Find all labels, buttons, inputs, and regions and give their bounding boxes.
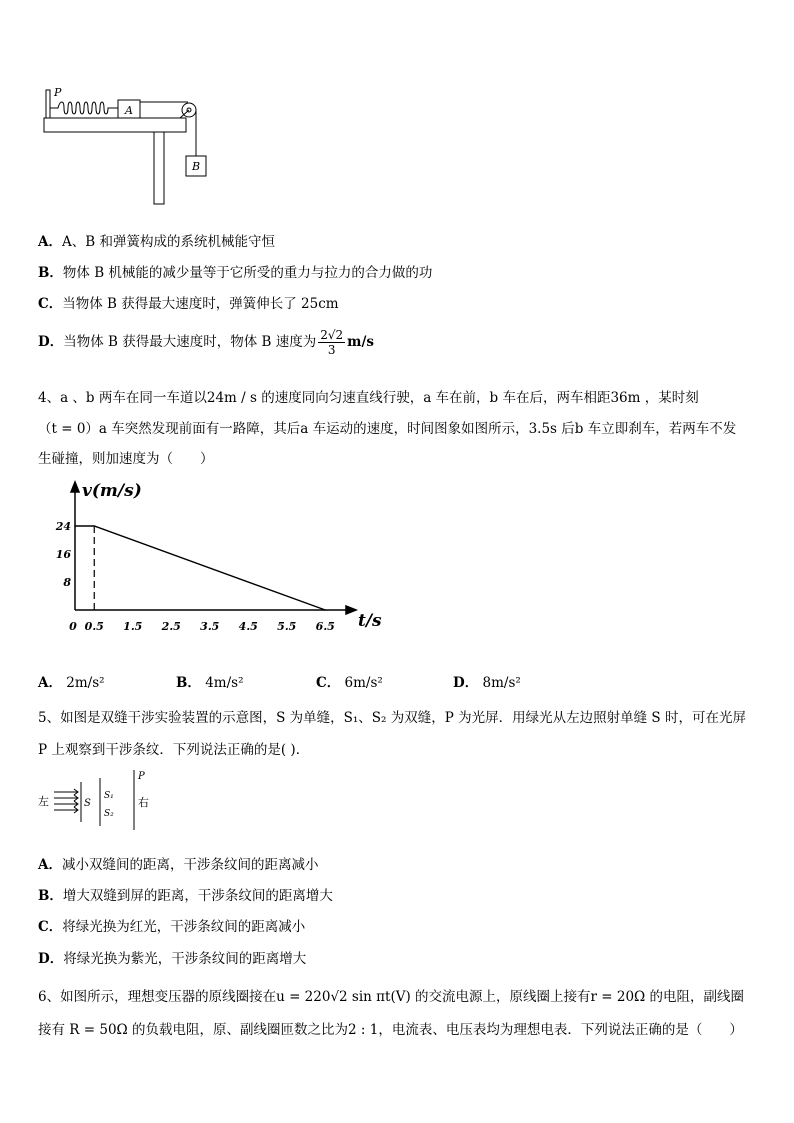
q5-option-c [38, 915, 305, 935]
option-letter: C． [38, 919, 63, 935]
label-a: A [125, 104, 133, 117]
x-tick-label: 6.5 [315, 620, 335, 633]
q6-stem-line1: 6、如图所示，理想变压器的原线圈接在u = 220√2 sin πt(V) 的交流电源上，原线圈上接有r = 20Ω 的电阻，副线圈 [38, 989, 745, 1005]
y-tick-label: 24 [55, 520, 71, 533]
option-text: A、B 和弹簧构成的系统机械能守恒 [61, 234, 275, 250]
option-text: 将绿光换为紫光，干涉条纹间的距离增大 [63, 951, 307, 967]
q3-apparatus-figure [40, 84, 230, 208]
series-point [74, 525, 76, 527]
option-text: 将绿光换为红光，干涉条纹间的距离减小 [62, 919, 306, 935]
option-letter: B． [38, 888, 63, 904]
option-text: 减小双缝间的距离，干涉条纹间的距离减小 [61, 857, 319, 873]
x-tick-label: 0 [69, 620, 77, 633]
x-tick-label: 1.5 [123, 620, 143, 633]
option-text: 增大双缝到屏的距离，干涉条纹间的距离增大 [62, 888, 333, 904]
y-axis-label: v(m/s) [82, 481, 142, 501]
q4-stem-line1: 4、a 、b 两车在同一车道以24m / s 的速度同向匀速直线行驶，a 车在前，b 车在后，两车相距36m ，某时刻 [38, 390, 699, 406]
spring [50, 102, 118, 114]
q5-option-a [38, 853, 318, 873]
x-tick-label: 4.5 [238, 620, 258, 633]
x-tick-label: 5.5 [277, 620, 297, 633]
option-text: 物体 B 机械能的减少量等于它所受的重力与拉力的合力做的功 [62, 265, 433, 281]
q5-stem-line1: 5、如图是双缝干涉实验装置的示意图，S 为单缝，S₁、S₂ 为双缝，P 为光屏．用绿光从左边照射单缝 S 时，可在光屏 [38, 710, 746, 726]
speed-fraction [318, 328, 345, 357]
table-top [44, 118, 186, 132]
q5-stem-line2: P 上观察到干涉条纹．下列说法正确的是( )． [38, 742, 310, 758]
x-axis-arrow [346, 606, 356, 614]
option-letter: C． [316, 675, 341, 691]
option-letter: D． [453, 675, 479, 691]
option-text: 2m/s² [66, 675, 105, 691]
option-letter: A． [38, 234, 62, 250]
option-letter: B． [176, 675, 201, 691]
q3-option-b [38, 261, 432, 281]
option-letter: D． [38, 951, 64, 967]
fraction-denominator: 3 [327, 343, 336, 357]
option-text: 当物体 B 获得最大速度时，物体 B 速度为 [63, 334, 317, 350]
x-tick-label: 3.5 [200, 620, 220, 633]
option-letter: A． [38, 857, 62, 873]
label-b: B [192, 160, 201, 173]
x-tick-label: 2.5 [161, 620, 181, 633]
label-p: P [138, 771, 145, 782]
y-tick-label: 8 [63, 576, 71, 589]
q3-option-c [38, 292, 339, 312]
option-letter: B． [38, 265, 63, 281]
label-s2: S₂ [104, 809, 114, 819]
label-left: 左 [38, 795, 49, 808]
q4-option-b [176, 671, 244, 691]
speed-unit: m/s [347, 334, 374, 350]
wall [46, 90, 50, 118]
q4-vt-chart [50, 474, 400, 660]
q5-option-d [38, 947, 306, 967]
y-tick-label: 16 [55, 548, 71, 561]
option-text: 8m/s² [482, 675, 521, 691]
option-text: 4m/s² [205, 675, 244, 691]
q4-option-d [453, 671, 521, 691]
option-text: 当物体 B 获得最大速度时，弹簧伸长了 25cm [62, 296, 339, 312]
q4-option-a [38, 671, 105, 691]
q3-option-d [38, 328, 374, 357]
q4-stem-line3: 生碰撞，则加速度为（ ） [38, 451, 214, 467]
label-s1: S₁ [104, 791, 114, 801]
q5-double-slit-figure [38, 768, 168, 830]
q4-option-c [316, 671, 383, 691]
x-tick-label: 0.5 [84, 620, 104, 633]
x-axis-label: t/s [358, 611, 382, 631]
option-letter: A． [38, 675, 62, 691]
series-point [324, 609, 326, 611]
q5-option-b [38, 884, 333, 904]
table-leg [154, 132, 164, 204]
label-s: S [84, 798, 91, 809]
option-letter: C． [38, 296, 63, 312]
label-right: 右 [138, 796, 149, 809]
option-letter: D． [38, 334, 64, 350]
option-text: 6m/s² [344, 675, 383, 691]
y-axis-arrow [71, 482, 79, 492]
q4-stem-line2: （t = 0）a 车突然发现前面有一路障，其后a 车运动的速度，时间图象如图所示，3.5s 后b 车立即刹车，若两车不发 [38, 421, 737, 437]
series-line [75, 526, 325, 610]
series-point [93, 525, 95, 527]
q6-stem-line2: 接有 R = 50Ω 的负载电阻，原、副线圈匝数之比为2 : 1，电流表、电压表均为理想电表．下列说法正确的是（ ） [38, 1022, 743, 1038]
fraction-numerator: 2√2 [320, 328, 344, 342]
q3-option-a [38, 230, 275, 250]
label-p: P [54, 86, 62, 99]
